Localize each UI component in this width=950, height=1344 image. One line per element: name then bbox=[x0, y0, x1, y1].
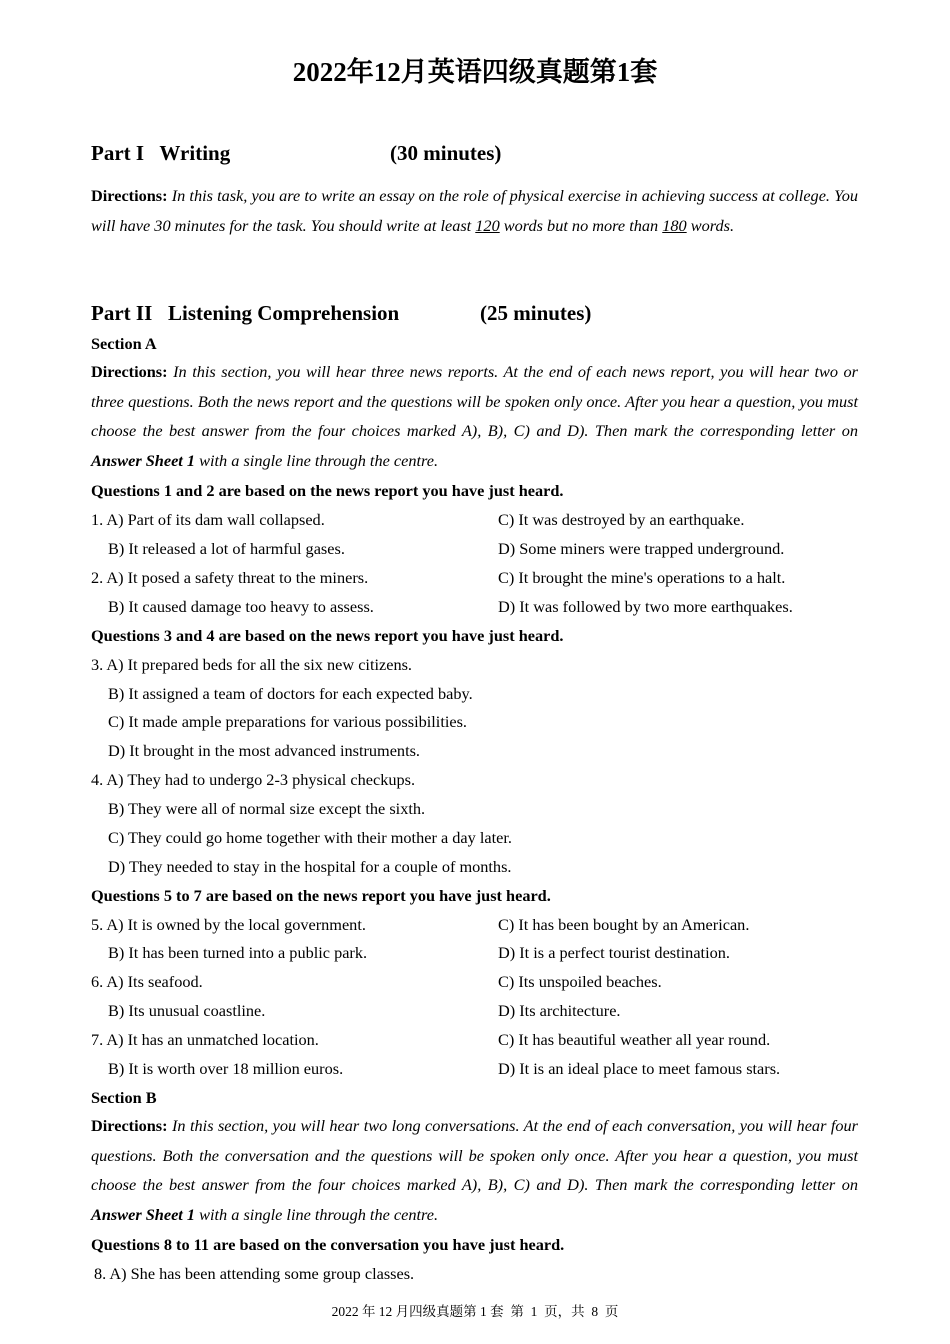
q2-option-d: D) It was followed by two more earthquakes. bbox=[498, 597, 793, 616]
q3-option-c: C) It made ample preparations for various possibilities. bbox=[108, 712, 468, 731]
q1-option-c: C) It was destroyed by an earthquake. bbox=[498, 510, 745, 529]
directions-text: words. bbox=[690, 215, 735, 235]
q5-option-b: B) It has been turned into a public park. bbox=[108, 943, 368, 962]
q4-option-b: B) They were all of normal size except the sixth. bbox=[108, 799, 426, 818]
q2-option-c: C) It brought the mine's operations to a halt. bbox=[498, 568, 786, 587]
q7-option-a: 7. A) It has an unmatched location. bbox=[91, 1030, 319, 1049]
part2-title: Part II Listening Comprehension bbox=[91, 301, 400, 325]
answer-sheet-ref: Answer Sheet 1 bbox=[91, 1205, 196, 1225]
directions-text: In this task, you are to write an essay on the role of physical exercise in achieving success at college. You will have 30 minutes for the task. You should write at least bbox=[91, 186, 858, 235]
directions-text: In this section, you will hear two long conversations. At the end of each conversation, you will hear four questions. Both the conversation and the questions will be spoken only once. After you hear a question, you must choose the best answer from the four choices marked A), B), C) and D). Then mark the corresponding letter on bbox=[91, 1116, 858, 1195]
q6-option-d: D) Its architecture. bbox=[498, 1001, 621, 1020]
q5-option-d: D) It is a perfect tourist destination. bbox=[498, 943, 730, 962]
q7-option-c: C) It has beautiful weather all year round. bbox=[498, 1030, 771, 1049]
section-a-directions bbox=[91, 357, 858, 476]
q8-option-a: 8. A) She has been attending some group classes. bbox=[94, 1264, 415, 1283]
part1-time: (30 minutes) bbox=[390, 141, 502, 165]
q3-option-d: D) It brought in the most advanced instruments. bbox=[108, 741, 420, 760]
question-group-heading: Questions 1 and 2 are based on the news report you have just heard. bbox=[91, 481, 564, 500]
section-b-label: Section B bbox=[91, 1088, 157, 1107]
section-a-label: Section A bbox=[91, 334, 157, 353]
question-group-heading: Questions 5 to 7 are based on the news report you have just heard. bbox=[91, 886, 551, 905]
q6-option-a: 6. A) Its seafood. bbox=[91, 972, 203, 991]
section-b-directions bbox=[91, 1111, 858, 1230]
q2-option-a: 2. A) It posed a safety threat to the miners. bbox=[91, 568, 369, 587]
q6-option-b: B) Its unusual coastline. bbox=[108, 1001, 266, 1020]
directions-label: Directions: bbox=[91, 1116, 168, 1135]
q5-option-c: C) It has been bought by an American. bbox=[498, 915, 750, 934]
q1-option-a: 1. A) Part of its dam wall collapsed. bbox=[91, 510, 325, 529]
part2-heading bbox=[91, 299, 592, 327]
min-words: 120 bbox=[475, 215, 500, 235]
q2-option-b: B) It caused damage too heavy to assess. bbox=[108, 597, 374, 616]
part1-title: Part I Writing bbox=[91, 141, 231, 165]
q3-option-a: 3. A) It prepared beds for all the six new citizens. bbox=[91, 655, 412, 674]
question-group-heading: Questions 3 and 4 are based on the news report you have just heard. bbox=[91, 626, 564, 645]
directions-text: words but no more than bbox=[503, 215, 659, 235]
max-words: 180 bbox=[662, 215, 687, 235]
q6-option-c: C) Its unspoiled beaches. bbox=[498, 972, 662, 991]
question-group-heading: Questions 8 to 11 are based on the conversation you have just heard. bbox=[91, 1235, 565, 1254]
q1-option-d: D) Some miners were trapped underground. bbox=[498, 539, 785, 558]
directions-text: with a single line through the centre. bbox=[199, 1205, 439, 1225]
page-title: 2022年12月英语四级真题第1套 bbox=[292, 57, 658, 87]
part2-time: (25 minutes) bbox=[480, 301, 592, 325]
footer-text: 2022 年 12 月四级真题第 1 套 第 1 页，共 8 页 bbox=[331, 1304, 619, 1319]
q4-option-c: C) They could go home together with their mother a day later. bbox=[108, 828, 512, 847]
q1-option-b: B) It released a lot of harmful gases. bbox=[108, 539, 345, 558]
page-footer bbox=[0, 1302, 950, 1322]
part1-directions bbox=[91, 181, 858, 240]
directions-label: Directions: bbox=[91, 362, 168, 381]
q4-option-a: 4. A) They had to undergo 2-3 physical checkups. bbox=[91, 770, 416, 789]
q7-option-b: B) It is worth over 18 million euros. bbox=[108, 1059, 344, 1078]
directions-text: with a single line through the centre. bbox=[199, 451, 439, 471]
q3-option-b: B) It assigned a team of doctors for each expected baby. bbox=[108, 684, 473, 703]
answer-sheet-ref: Answer Sheet 1 bbox=[91, 451, 196, 471]
q5-option-a: 5. A) It is owned by the local government. bbox=[91, 915, 366, 934]
q7-option-d: D) It is an ideal place to meet famous stars. bbox=[498, 1059, 781, 1078]
part1-heading bbox=[91, 139, 502, 167]
q4-option-d: D) They needed to stay in the hospital for a couple of months. bbox=[108, 857, 512, 876]
directions-text: In this section, you will hear three news reports. At the end of each news report, you will hear two or three questions. Both the news report and the questions will be spoken only once. After you hear a question, you must choose the best answer from the four choices marked A), B), C) and D). Then mark the corresponding letter on bbox=[91, 362, 858, 441]
directions-label: Directions: bbox=[91, 186, 168, 205]
